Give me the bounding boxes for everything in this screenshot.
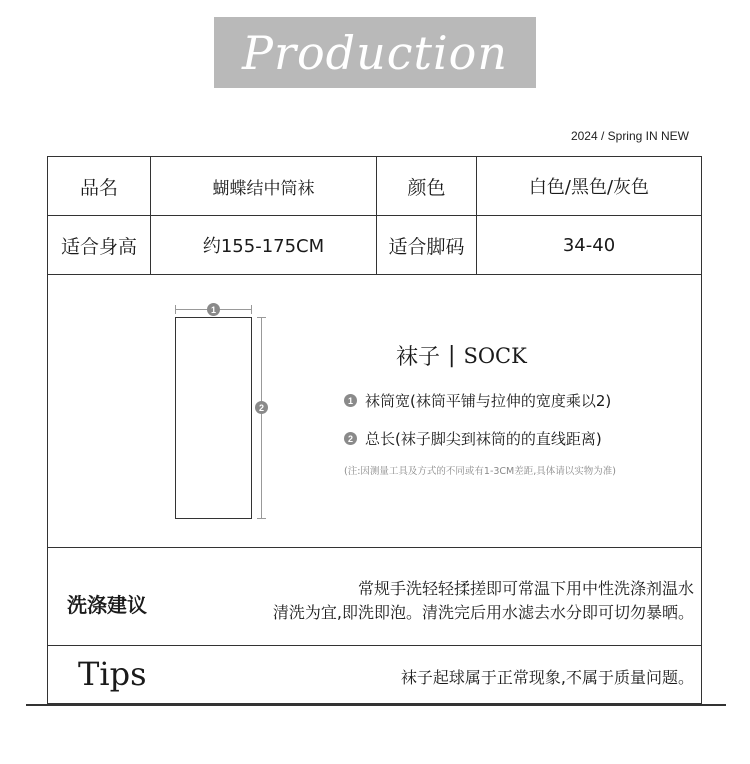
legend-length-text: 总长(袜子脚尖到袜筒的的直线距离) <box>365 430 602 448</box>
shoe-size-value: 34-40 <box>562 234 616 256</box>
bottom-rule <box>26 704 726 706</box>
shoe-size-label: 适合脚码 <box>388 235 465 258</box>
legend-badge-1: 1 <box>344 394 357 407</box>
title-separator: | <box>448 343 456 368</box>
length-dimension-line <box>261 317 262 519</box>
legend-width <box>344 390 611 411</box>
legend-width-text: 袜筒宽(袜筒平铺与拉伸的宽度乘以2) <box>365 392 612 410</box>
height-label: 适合身高 <box>60 235 137 258</box>
color-label: 颜色 <box>407 176 446 199</box>
row-divider <box>47 274 702 275</box>
banner-title: Production <box>242 25 508 80</box>
row-divider <box>47 645 702 646</box>
washing-line-2: 清洗为宜,即洗即泡。清洗完后用水滤去水分即可切勿暴晒。 <box>272 603 694 622</box>
washing-title: 洗涤建议 <box>67 593 147 617</box>
dimension-tick <box>251 305 252 314</box>
legend-length <box>344 428 602 449</box>
sock-title-en: SOCK <box>463 343 527 368</box>
height-value: 约155-175CM <box>202 236 325 257</box>
product-name-label: 品名 <box>79 176 118 199</box>
washing-instructions <box>273 577 694 625</box>
sock-title <box>396 340 527 371</box>
production-banner <box>214 17 536 88</box>
tips-title: Tips <box>78 655 147 693</box>
tips-text: 袜子起球属于正常现象,不属于质量问题。 <box>400 668 694 687</box>
season-label: 2024 / Spring IN NEW <box>570 129 689 143</box>
row-divider <box>47 547 702 548</box>
measurement-note: (注:因测量工具及方式的不同或有1-3CM差距,具体请以实物为准) <box>344 466 616 477</box>
color-value: 白色/黑色/灰色 <box>528 177 650 198</box>
washing-line-1: 常规手洗轻轻揉搓即可常温下用中性洗涤剂温水 <box>357 579 694 598</box>
legend-badge-2: 2 <box>344 432 357 445</box>
width-marker-badge: 1 <box>207 303 220 316</box>
sock-outline <box>175 317 252 519</box>
length-marker-badge: 2 <box>255 401 268 414</box>
dimension-tick <box>257 518 266 519</box>
dimension-tick <box>257 317 266 318</box>
dimension-tick <box>175 305 176 314</box>
sock-title-cn: 袜子 <box>396 345 441 370</box>
product-name-value: 蝴蝶结中筒袜 <box>212 178 315 199</box>
